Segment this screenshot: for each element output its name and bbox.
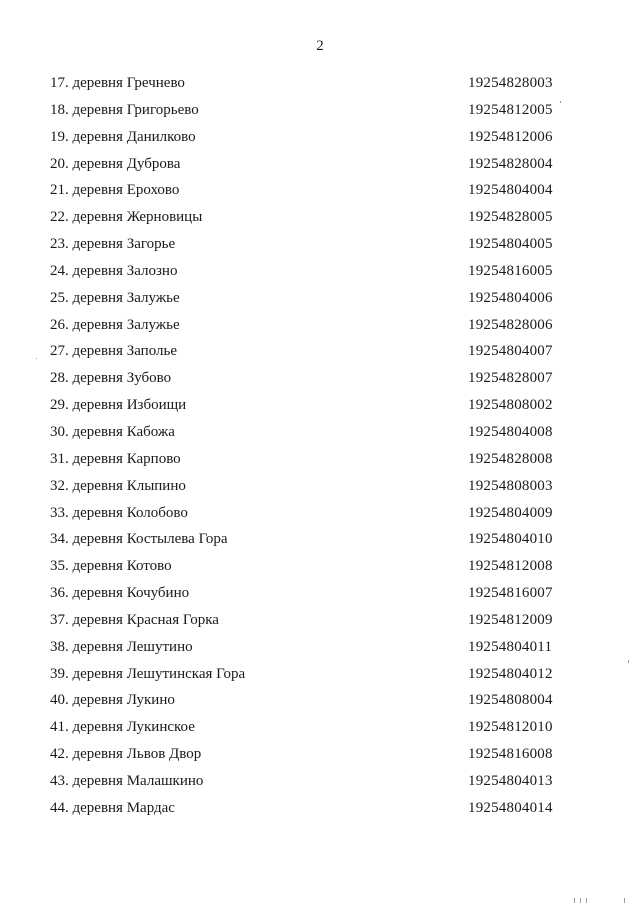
- list-item: [0, 419, 640, 446]
- settlement-name: 31. деревня Карпово: [50, 450, 181, 467]
- settlement-code: 19254828008: [468, 450, 553, 467]
- settlement-name: 21. деревня Ерохово: [50, 182, 180, 199]
- list-item: [0, 177, 640, 204]
- settlement-code: 19254812008: [468, 558, 553, 575]
- settlement-code: 19254804014: [468, 799, 553, 816]
- settlement-code: 19254828005: [468, 209, 553, 226]
- settlement-code: 19254812006: [468, 128, 553, 145]
- list-item: [0, 124, 640, 151]
- settlement-code: 19254808003: [468, 477, 553, 494]
- settlement-name: 38. деревня Лешутино: [50, 638, 193, 655]
- settlement-code: 19254808004: [468, 692, 553, 709]
- settlement-code: 19254828007: [468, 370, 553, 387]
- settlement-code: 19254808002: [468, 397, 553, 414]
- scan-speck: [560, 101, 561, 103]
- scan-speck: [628, 660, 629, 663]
- settlement-name: 37. деревня Красная Горка: [50, 611, 219, 628]
- settlement-name: 20. деревня Дуброва: [50, 155, 181, 172]
- settlement-name: 44. деревня Мардас: [50, 799, 175, 816]
- settlement-name: 29. деревня Избоищи: [50, 397, 187, 414]
- list-item: [0, 714, 640, 741]
- settlement-code: 19254828003: [468, 75, 553, 91]
- scan-speck: [624, 898, 625, 903]
- list-item: [0, 473, 640, 500]
- list-item: [0, 97, 640, 124]
- settlement-name: 19. деревня Данилково: [50, 128, 196, 145]
- settlement-name: 39. деревня Лешутинская Гора: [50, 665, 246, 682]
- list-item: [0, 231, 640, 258]
- settlement-name: 27. деревня Заполье: [50, 343, 177, 360]
- settlement-name: 33. деревня Колобово: [50, 504, 188, 521]
- settlement-name: 24. деревня Залозно: [50, 262, 178, 279]
- settlement-list: [0, 70, 640, 822]
- settlement-code: 19254804009: [468, 504, 553, 521]
- settlement-code: 19254812009: [468, 611, 553, 628]
- list-item: [0, 661, 640, 688]
- list-item: [0, 392, 640, 419]
- list-item: [0, 70, 640, 97]
- settlement-code: 19254816005: [468, 262, 553, 279]
- settlement-code: 19254812010: [468, 719, 553, 736]
- settlement-name: 43. деревня Малашкино: [50, 772, 204, 789]
- settlement-name: 30. деревня Кабожа: [50, 423, 175, 440]
- list-item: [0, 580, 640, 607]
- list-item: [0, 795, 640, 822]
- settlement-name: 35. деревня Котово: [50, 558, 172, 575]
- list-item: [0, 741, 640, 768]
- settlement-code: 19254828006: [468, 316, 553, 333]
- settlement-name: 32. деревня Клыпино: [50, 477, 186, 494]
- settlement-code: 19254816007: [468, 585, 553, 602]
- settlement-name: 41. деревня Лукинское: [50, 719, 195, 736]
- scan-speck: [574, 898, 575, 903]
- list-item: [0, 258, 640, 285]
- list-item: [0, 634, 640, 661]
- list-item: [0, 312, 640, 339]
- list-item: [0, 553, 640, 580]
- list-item: [0, 204, 640, 231]
- settlement-name: 26. деревня Залужье: [50, 316, 180, 333]
- list-item: [0, 687, 640, 714]
- list-item: [0, 446, 640, 473]
- list-item: [0, 768, 640, 795]
- settlement-name: 18. деревня Григорьево: [50, 101, 199, 118]
- settlement-name: 40. деревня Лукино: [50, 692, 175, 709]
- settlement-name: 28. деревня Зубово: [50, 370, 172, 387]
- scan-speck: [36, 358, 37, 359]
- settlement-name: 17. деревня Гречнево: [50, 75, 185, 91]
- settlement-code: 19254804008: [468, 423, 553, 440]
- settlement-code: 19254804007: [468, 343, 553, 360]
- settlement-name: 34. деревня Костылева Гора: [50, 531, 228, 548]
- settlement-name: 36. деревня Кочубино: [50, 585, 190, 602]
- settlement-code: 19254804012: [468, 665, 553, 682]
- page-number: 2: [316, 38, 324, 54]
- settlement-code: 19254804004: [468, 182, 553, 199]
- settlement-code: 19254804005: [468, 236, 553, 253]
- scan-speck: [586, 898, 587, 903]
- settlement-name: 22. деревня Жерновицы: [50, 209, 203, 226]
- settlement-name: 23. деревня Загорье: [50, 236, 176, 253]
- list-item: [0, 607, 640, 634]
- list-item: [0, 365, 640, 392]
- settlement-code: 19254812005: [468, 101, 553, 118]
- list-item: [0, 285, 640, 312]
- settlement-code: 19254804006: [468, 289, 553, 306]
- list-item: [0, 526, 640, 553]
- settlement-name: 42. деревня Львов Двор: [50, 746, 202, 763]
- settlement-code: 19254828004: [468, 155, 553, 172]
- scan-speck: [580, 898, 581, 903]
- list-item: [0, 500, 640, 527]
- settlement-code: 19254816008: [468, 746, 553, 763]
- list-item: [0, 338, 640, 365]
- list-item: [0, 151, 640, 178]
- settlement-name: 25. деревня Залужье: [50, 289, 180, 306]
- settlement-code: 19254804010: [468, 531, 553, 548]
- settlement-code: 19254804011: [468, 638, 553, 655]
- settlement-code: 19254804013: [468, 772, 553, 789]
